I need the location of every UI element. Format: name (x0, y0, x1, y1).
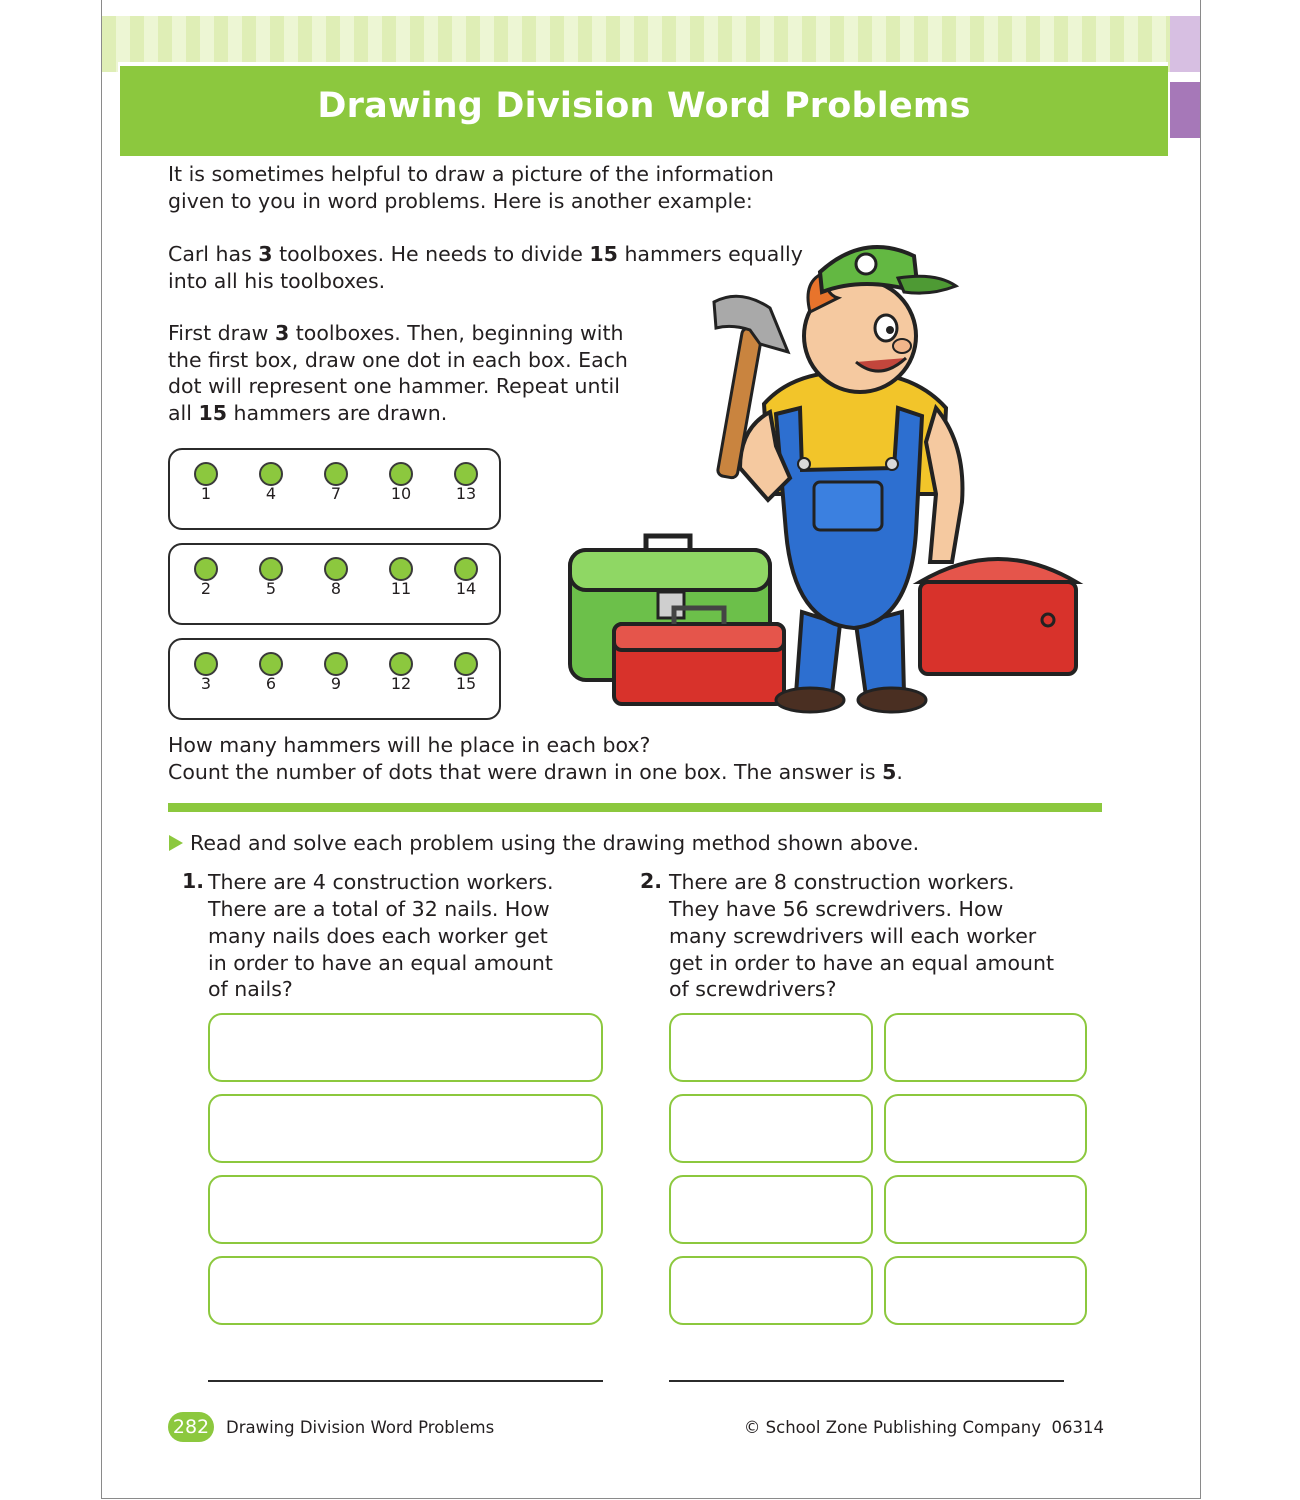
problem-1-drawing-box[interactable] (208, 1013, 603, 1082)
problem-2-line-5: of screwdrivers? (669, 977, 837, 1001)
green-dot (454, 557, 478, 581)
dot-item (251, 462, 291, 503)
problem-2-line-3: many screwdrivers will each worker (669, 924, 1037, 948)
problem-2-drawing-box[interactable] (884, 1094, 1087, 1163)
problem-2-drawing-box[interactable] (884, 1175, 1087, 1244)
dot-item (251, 652, 291, 693)
problem-2-drawing-box[interactable] (884, 1013, 1087, 1082)
dot-item (186, 652, 226, 693)
problem-2-line-2: They have 56 screwdrivers. How (669, 897, 1004, 921)
green-dot (259, 652, 283, 676)
toolbox-drawing-2 (168, 543, 501, 625)
dot-label: 2 (200, 579, 212, 598)
example-sentence-1b: into all his toolboxes. (168, 269, 386, 293)
dot-label: 9 (330, 674, 342, 693)
dot-item (446, 462, 486, 503)
toolbox-drawing-3 (168, 638, 501, 720)
problem-1-number: 1. (182, 869, 205, 893)
dot-label: 10 (390, 484, 412, 503)
green-dot (194, 462, 218, 486)
example-step-line-2: the first box, draw one dot in each box. Each (168, 348, 628, 372)
title-banner (120, 62, 1168, 156)
dot-item (446, 557, 486, 598)
green-dot (324, 462, 348, 486)
dot-label: 11 (390, 579, 412, 598)
problem-1-drawing-box[interactable] (208, 1175, 603, 1244)
footer-copyright: © School Zone Publishing Company 06314 (743, 1418, 1104, 1437)
green-dot (389, 557, 413, 581)
problem-1-drawing-box[interactable] (208, 1256, 603, 1325)
intro-line-2: given to you in word problems. Here is another example: (168, 189, 753, 213)
problem-2-drawing-box[interactable] (669, 1256, 873, 1325)
dot-label: 7 (330, 484, 342, 503)
green-dot (454, 462, 478, 486)
problem-2-line-4: get in order to have an equal amount (669, 951, 1055, 975)
header-stripe-accent (1170, 16, 1200, 72)
dot-label: 3 (200, 674, 212, 693)
dot-label: 1 (200, 484, 212, 503)
worker-illustration (564, 232, 1084, 732)
green-dot (454, 652, 478, 676)
green-dot (324, 557, 348, 581)
problem-1-answer-line[interactable] (208, 1380, 603, 1382)
problem-1-line-1: There are 4 construction workers. (208, 870, 554, 894)
workbook-page (101, 0, 1201, 1499)
dot-item (381, 462, 421, 503)
dot-label: 8 (330, 579, 342, 598)
dot-item (251, 557, 291, 598)
triangle-bullet-icon (168, 834, 184, 852)
example-question: How many hammers will he place in each box? (168, 733, 651, 757)
dot-item (186, 557, 226, 598)
green-dot (259, 557, 283, 581)
problem-1-line-4: in order to have an equal amount (208, 951, 553, 975)
dot-item (316, 557, 356, 598)
instructions: Read and solve each problem using the drawing method shown above. (190, 831, 920, 855)
toolbox-drawing-1 (168, 448, 501, 530)
dot-item (381, 557, 421, 598)
problem-2-drawing-box[interactable] (669, 1094, 873, 1163)
problem-1-line-3: many nails does each worker get (208, 924, 548, 948)
green-dot (194, 652, 218, 676)
dot-label: 13 (455, 484, 477, 503)
example-step-line-1: First draw 3 toolboxes. Then, beginning with (168, 321, 624, 345)
page-number-badge: 282 (168, 1412, 214, 1442)
footer-section-title: Drawing Division Word Problems (226, 1418, 495, 1437)
page-title: Drawing Division Word Problems (317, 86, 971, 126)
problem-2-drawing-box[interactable] (669, 1175, 873, 1244)
intro-line-1: It is sometimes helpful to draw a picture of the information (168, 162, 774, 186)
dot-label: 14 (455, 579, 477, 598)
red-toolbox-carried (920, 559, 1076, 674)
dot-item (186, 462, 226, 503)
green-dot (194, 557, 218, 581)
red-toolbox-floor (614, 608, 784, 704)
green-dot (259, 462, 283, 486)
dot-label: 12 (390, 674, 412, 693)
problem-1-drawing-box[interactable] (208, 1094, 603, 1163)
dot-item (316, 462, 356, 503)
problem-2-number: 2. (640, 869, 663, 893)
dot-label: 4 (265, 484, 277, 503)
example-answer: Count the number of dots that were drawn in one box. The answer is 5. (168, 760, 903, 784)
problem-2-drawing-box[interactable] (669, 1013, 873, 1082)
dot-item (316, 652, 356, 693)
problem-2-answer-line[interactable] (669, 1380, 1064, 1382)
green-dot (324, 652, 348, 676)
green-dot (389, 462, 413, 486)
example-sentence-1: Carl has 3 toolboxes. He needs to divide 15 hammers equally (168, 242, 803, 266)
banner-accent (1170, 82, 1200, 138)
section-divider (168, 803, 1102, 812)
example-step-line-3: dot will represent one hammer. Repeat until (168, 374, 620, 398)
problem-1-line-5: of nails? (208, 977, 293, 1001)
dot-item (446, 652, 486, 693)
dot-label: 6 (265, 674, 277, 693)
problem-2-line-1: There are 8 construction workers. (669, 870, 1015, 894)
example-step-line-4: all 15 hammers are drawn. (168, 401, 448, 425)
dot-label: 15 (455, 674, 477, 693)
dot-item (381, 652, 421, 693)
dot-label: 5 (265, 579, 277, 598)
problem-1-line-2: There are a total of 32 nails. How (208, 897, 550, 921)
problem-2-drawing-box[interactable] (884, 1256, 1087, 1325)
green-dot (389, 652, 413, 676)
